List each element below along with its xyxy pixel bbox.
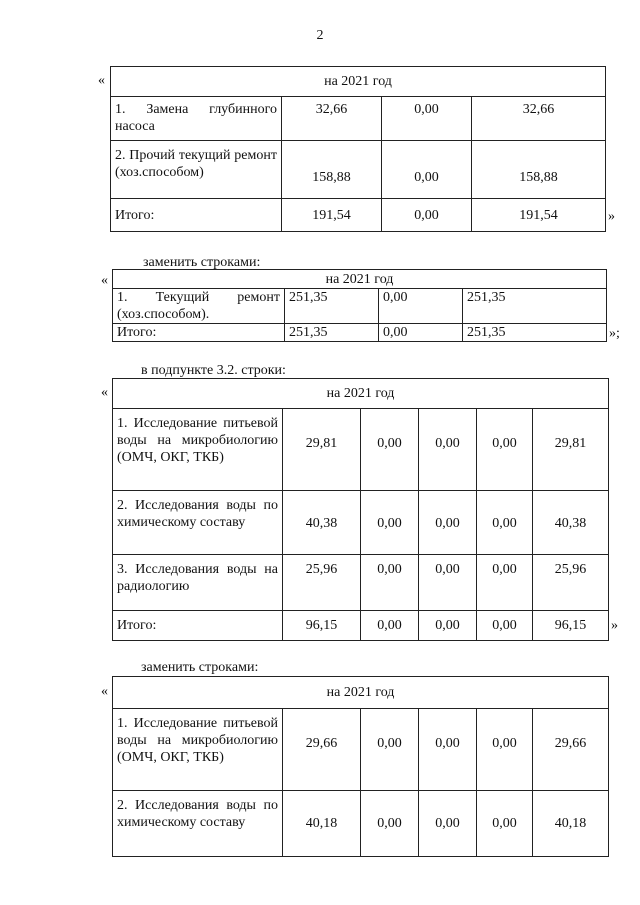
- open-quote-2: «: [101, 273, 108, 288]
- row-value: 0,00: [419, 409, 477, 491]
- row-value: 0,00: [419, 791, 477, 857]
- row-name: Итого:: [113, 324, 285, 342]
- close-quote-2: »;: [609, 326, 620, 341]
- table-row: [113, 409, 609, 491]
- row-value: 40,38: [283, 491, 361, 555]
- row-value: 0,00: [379, 324, 463, 342]
- table-row: [113, 491, 609, 555]
- row-value: 0,00: [361, 611, 419, 641]
- table-header: на 2021 год: [111, 67, 606, 97]
- open-quote-1: «: [98, 73, 105, 88]
- row-value: 251,35: [285, 289, 379, 324]
- row-value: 29,81: [283, 409, 361, 491]
- row-name: 2. Исследования воды по химическому составу: [113, 791, 283, 857]
- table-header: на 2021 год: [113, 677, 609, 709]
- row-value: 0,00: [419, 611, 477, 641]
- row-value: 251,35: [463, 289, 607, 324]
- row-name: 1. Замена глубинного насоса: [111, 97, 282, 141]
- row-value: 32,66: [282, 97, 382, 141]
- row-value: 0,00: [361, 491, 419, 555]
- row-value: 0,00: [382, 97, 472, 141]
- close-quote-3: »: [611, 618, 618, 633]
- table-row: [113, 289, 607, 324]
- row-value: 0,00: [361, 709, 419, 791]
- row-value: 29,81: [533, 409, 609, 491]
- row-name: 1. Текущий ремонт (хоз.способом).: [113, 289, 285, 324]
- row-value: 0,00: [477, 791, 533, 857]
- row-value: 29,66: [283, 709, 361, 791]
- caption-subitem: в подпункте 3.2. строки:: [141, 363, 286, 378]
- row-name: 1. Исследование питьевой воды на микробиологию (ОМЧ, ОКГ, ТКБ): [113, 709, 283, 791]
- table-header: на 2021 год: [113, 270, 607, 289]
- row-value: 0,00: [361, 791, 419, 857]
- row-value: 0,00: [477, 611, 533, 641]
- row-name: 3. Исследования воды на радиологию: [113, 555, 283, 611]
- row-value: 0,00: [419, 709, 477, 791]
- row-value: 40,18: [533, 791, 609, 857]
- table-row-total: [113, 611, 609, 641]
- open-quote-4: «: [101, 684, 108, 699]
- table-row: [111, 97, 606, 141]
- row-value: 0,00: [419, 491, 477, 555]
- row-value: 251,35: [285, 324, 379, 342]
- row-value: 40,18: [283, 791, 361, 857]
- table-row: [113, 709, 609, 791]
- row-value: 0,00: [419, 555, 477, 611]
- row-name: 2. Прочий текущий ремонт (хоз.способом): [111, 141, 282, 199]
- row-value: 96,15: [533, 611, 609, 641]
- row-value: 96,15: [283, 611, 361, 641]
- row-value: 0,00: [382, 141, 472, 199]
- row-value: 0,00: [379, 289, 463, 324]
- row-value: 251,35: [463, 324, 607, 342]
- row-value: 25,96: [283, 555, 361, 611]
- table-section-2: [112, 269, 607, 342]
- row-value: 0,00: [361, 409, 419, 491]
- row-name: Итого:: [113, 611, 283, 641]
- open-quote-3: «: [101, 385, 108, 400]
- table-row-total: [113, 324, 607, 342]
- page-number: 2: [316, 28, 324, 43]
- table-section-1: [110, 66, 606, 232]
- table-section-3: [112, 378, 609, 641]
- row-value: 0,00: [361, 555, 419, 611]
- row-value: 0,00: [477, 491, 533, 555]
- table-row: [113, 791, 609, 857]
- row-value: 158,88: [282, 141, 382, 199]
- table-section-4: [112, 676, 609, 857]
- row-value: 0,00: [477, 555, 533, 611]
- row-value: 158,88: [472, 141, 606, 199]
- row-value: 0,00: [382, 199, 472, 232]
- table-row: [113, 555, 609, 611]
- close-quote-1: »: [608, 209, 615, 224]
- row-value: 0,00: [477, 409, 533, 491]
- row-value: 32,66: [472, 97, 606, 141]
- row-value: 40,38: [533, 491, 609, 555]
- row-name: Итого:: [111, 199, 282, 232]
- table-header: на 2021 год: [113, 379, 609, 409]
- row-value: 0,00: [477, 709, 533, 791]
- caption-replace-2: заменить строками:: [141, 660, 259, 675]
- caption-replace-1: заменить строками:: [143, 255, 261, 270]
- row-value: 29,66: [533, 709, 609, 791]
- row-value: 25,96: [533, 555, 609, 611]
- table-row: [111, 141, 606, 199]
- row-value: 191,54: [282, 199, 382, 232]
- row-name: 1. Исследование питьевой воды на микробиологию (ОМЧ, ОКГ, ТКБ): [113, 409, 283, 491]
- table-row-total: [111, 199, 606, 232]
- row-name: 2. Исследования воды по химическому составу: [113, 491, 283, 555]
- row-value: 191,54: [472, 199, 606, 232]
